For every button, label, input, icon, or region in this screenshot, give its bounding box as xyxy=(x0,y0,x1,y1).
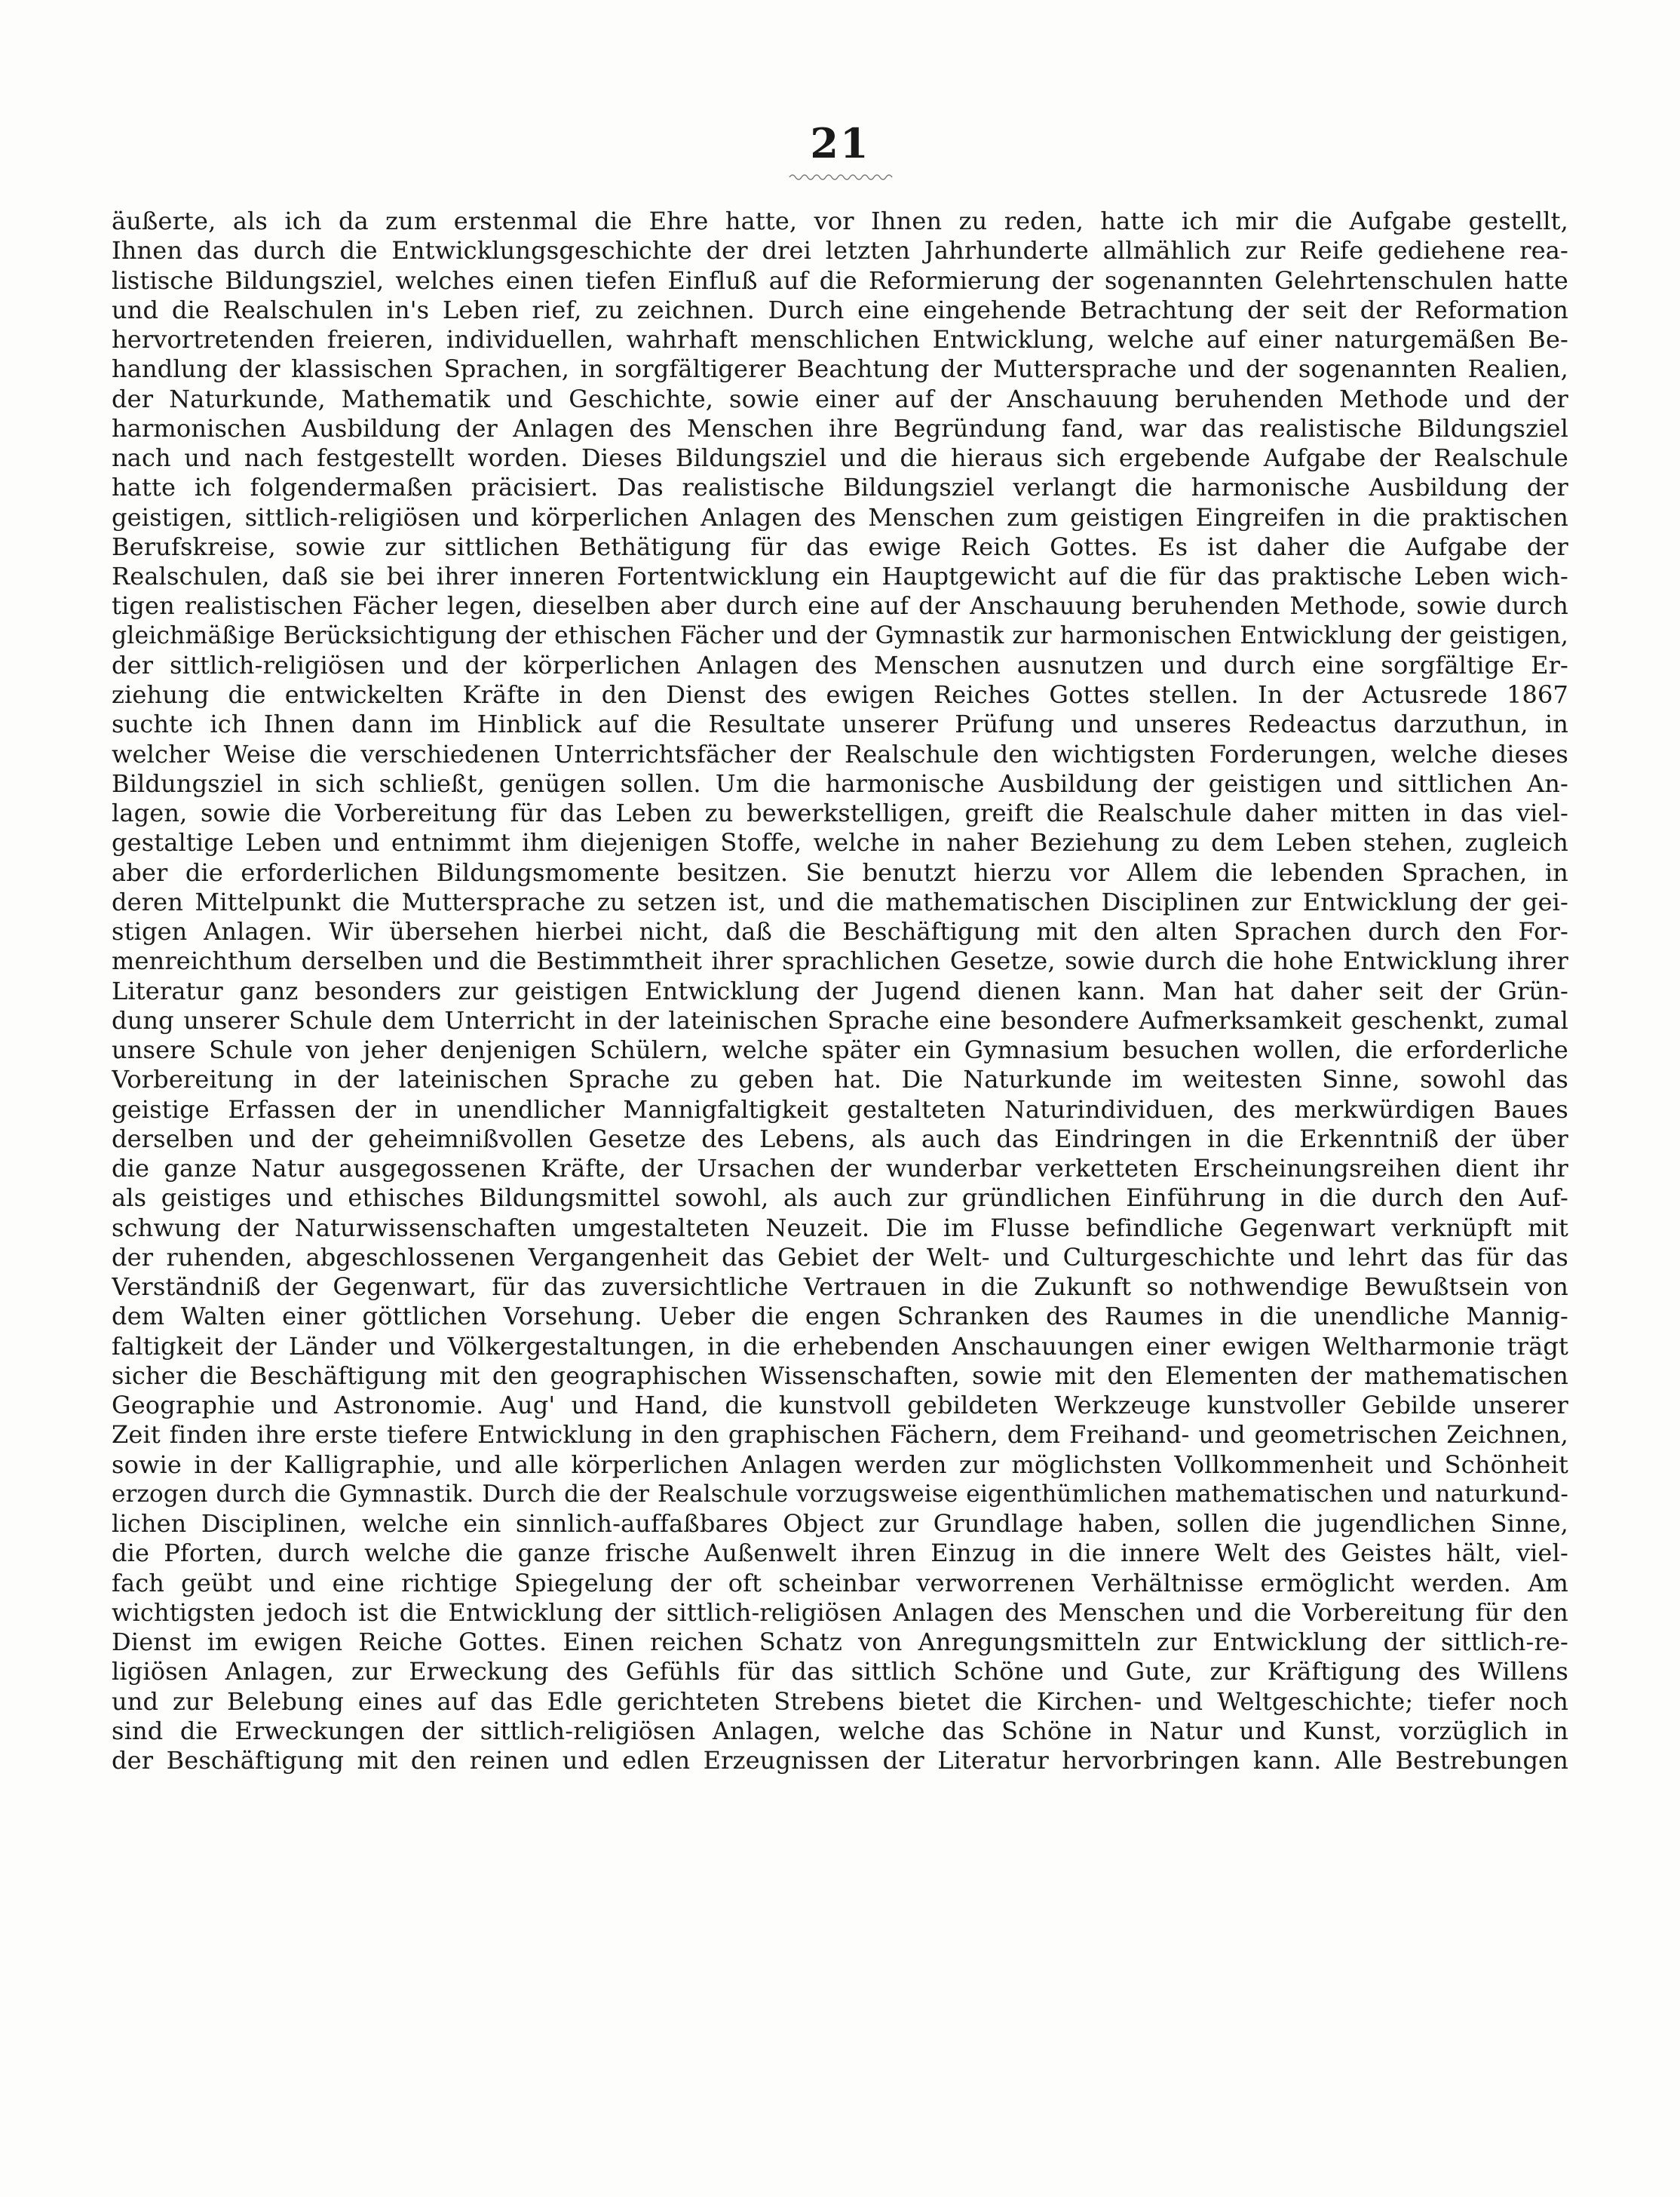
text-line: lagen, sowie die Vorbereitung für das Leben zu bewerkstelligen, greift die Realschule daher mitten in das viel- xyxy=(112,799,1568,827)
text-line: Berufskreise, sowie zur sittlichen Bethätigung für das ewige Reich Gottes. Es ist daher die Aufgabe der xyxy=(112,532,1568,561)
text-line: wichtigsten jedoch ist die Entwicklung der sittlich-religiösen Anlagen des Menschen und die Vorbereitung für den xyxy=(112,1597,1568,1627)
text-line: stigen Anlagen. Wir übersehen hierbei nicht, daß die Beschäftigung mit den alten Sprachen durch den For- xyxy=(112,917,1568,946)
text-line: aber die erforderlichen Bildungsmomente besitzen. Sie benutzt hierzu vor Allem die lebenden Sprachen, in xyxy=(112,858,1568,887)
text-line: die ganze Natur ausgegossenen Kräfte, der Ursachen der wunderbar verketteten Erscheinungsreihen dient ihr xyxy=(112,1154,1568,1183)
text-line: gleichmäßige Berücksichtigung der ethischen Fächer und der Gymnastik zur harmonischen Entwicklung der geistigen, xyxy=(112,621,1568,649)
text-line: tigen realistischen Fächer legen, dieselben aber durch eine auf der Anschauung beruhenden Methode, sowie durch xyxy=(112,591,1568,621)
text-line: der ruhenden, abgeschlossenen Vergangenheit das Gebiet der Welt- und Culturgeschichte und lehrt das für das xyxy=(112,1242,1568,1272)
text-line: sind die Erweckungen der sittlich-religiösen Anlagen, welche das Schöne in Natur und Kunst, vorzüglich in xyxy=(112,1716,1568,1745)
text-line: menreichthum derselben und die Bestimmtheit ihrer sprachlichen Gesetze, sowie durch die hohe Entwicklung ihrer xyxy=(112,947,1568,976)
text-line: unsere Schule von jeher denjenigen Schülern, welche später ein Gymnasium besuchen wollen, die erforderliche xyxy=(112,1036,1568,1064)
text-line: Dienst im ewigen Reiche Gottes. Einen reichen Schatz von Anregungsmitteln zur Entwicklung der sittlich-re- xyxy=(112,1628,1568,1656)
text-line: ziehung die entwickelten Kräfte in den Dienst des ewigen Reiches Gottes stellen. In der Actusrede 1867 xyxy=(112,680,1568,709)
text-line: und die Realschulen in's Leben rief, zu zeichnen. Durch eine eingehende Betrachtung der seit der Reformation xyxy=(112,295,1568,324)
text-line: und zur Belebung eines auf das Edle gerichteten Strebens bietet die Kirchen- und Weltgeschichte; tiefer noch xyxy=(112,1686,1568,1716)
text-line: der Naturkunde, Mathematik und Geschichte, sowie einer auf der Anschauung beruhenden Methode und der xyxy=(112,384,1568,413)
body-text xyxy=(112,207,1568,1775)
text-line: schwung der Naturwissenschaften umgestalteten Neuzeit. Die im Flusse befindliche Gegenwart verknüpft mit xyxy=(112,1213,1568,1242)
text-line: als geistiges und ethisches Bildungsmittel sowohl, als auch zur gründlichen Einführung in die durch den Auf- xyxy=(112,1183,1568,1213)
text-line: faltigkeit der Länder und Völkergestaltungen, in die erhebenden Anschauungen einer ewigen Weltharmonie trägt xyxy=(112,1331,1568,1361)
text-line: ligiösen Anlagen, zur Erweckung des Gefühls für das sittlich Schöne und Gute, zur Kräftigung des Willens xyxy=(112,1657,1568,1686)
text-line: dem Walten einer göttlichen Vorsehung. Ueber die engen Schranken des Raumes in die unendliche Mannig- xyxy=(112,1302,1568,1331)
text-line: Realschulen, daß sie bei ihrer inneren Fortentwicklung ein Hauptgewicht auf die für das praktische Leben wich- xyxy=(112,562,1568,591)
page-number: 21 xyxy=(810,119,870,167)
text-line: Ihnen das durch die Entwicklungsgeschichte der drei letzten Jahrhunderte allmählich zur Reife gediehene rea- xyxy=(112,236,1568,265)
text-line: geistigen, sittlich-religiösen und körperlichen Anlagen des Menschen zum geistigen Eingreifen in die praktischen xyxy=(112,502,1568,532)
text-line: sicher die Beschäftigung mit den geographischen Wissenschaften, sowie mit den Elementen der mathematischen xyxy=(112,1361,1568,1390)
text-line: erzogen durch die Gymnastik. Durch die der Realschule vorzugsweise eigenthümlichen mathematischen und naturkund- xyxy=(112,1480,1568,1508)
text-line: die Pforten, durch welche die ganze frische Außenwelt ihren Einzug in die innere Welt des Geistes hält, viel- xyxy=(112,1539,1568,1568)
text-line: welcher Weise die verschiedenen Unterrichtsfächer der Realschule den wichtigsten Forderungen, welche dieses xyxy=(112,739,1568,769)
text-line: dung unserer Schule dem Unterricht in der lateinischen Sprache eine besondere Aufmerksamkeit geschenkt, zumal xyxy=(112,1005,1568,1035)
text-line: geistige Erfassen der in unendlicher Mannigfaltigkeit gestalteten Naturindividuen, des merkwürdigen Baues xyxy=(112,1094,1568,1124)
text-line: handlung der klassischen Sprachen, in sorgfältigerer Beachtung der Muttersprache und der sogenannten Realien, xyxy=(112,354,1568,384)
text-line: harmonischen Ausbildung der Anlagen des Menschen ihre Begründung fand, war das realistische Bildungsziel xyxy=(112,413,1568,443)
text-line: hervortretenden freieren, individuellen, wahrhaft menschlichen Entwicklung, welche auf einer naturgemäßen Be- xyxy=(112,325,1568,354)
show-through-bleed xyxy=(112,1991,1568,2003)
text-line: gestaltige Leben und entnimmt ihm diejenigen Stoffe, welche in naher Beziehung zu dem Leben stehen, zugleich xyxy=(112,828,1568,858)
text-line: äußerte, als ich da zum erstenmal die Ehre hatte, vor Ihnen zu reden, hatte ich mir die Aufgabe gestellt, xyxy=(112,207,1568,235)
text-line: listische Bildungsziel, welches einen tiefen Einfluß auf die Reformierung der sogenannten Gelehrtenschulen hatte xyxy=(112,265,1568,295)
text-line: Zeit finden ihre erste tiefere Entwicklung in den graphischen Fächern, dem Freihand- und geometrischen Zeichnen, xyxy=(112,1420,1568,1450)
text-line: der Beschäftigung mit den reinen und edlen Erzeugnissen der Literatur hervorbringen kann. Alle Bestrebungen xyxy=(112,1746,1568,1775)
text-line: nach und nach festgestellt worden. Dieses Bildungsziel und die hieraus sich ergebende Aufgabe der Realschule xyxy=(112,443,1568,472)
text-line: Geographie und Astronomie. Aug' und Hand, die kunstvoll gebildeten Werkzeuge kunstvoller Gebilde unserer xyxy=(112,1391,1568,1419)
text-line: sowie in der Kalligraphie, und alle körperlichen Anlagen werden zur möglichsten Vollkommenheit und Schönheit xyxy=(112,1450,1568,1479)
text-line: suchte ich Ihnen dann im Hinblick auf die Resultate unserer Prüfung und unseres Redeactus darzuthun, in xyxy=(112,710,1568,739)
text-line: Vorbereitung in der lateinischen Sprache zu geben hat. Die Naturkunde im weitesten Sinne, sowohl das xyxy=(112,1065,1568,1094)
text-line: Bildungsziel in sich schließt, genügen sollen. Um die harmonische Ausbildung der geistigen und sittlichen An- xyxy=(112,769,1568,798)
text-line: der sittlich-religiösen und der körperlichen Anlagen des Menschen ausnutzen und durch eine sorgfältige Er- xyxy=(112,650,1568,680)
text-line: Verständniß der Gegenwart, für das zuversichtliche Vertrauen in die Zukunft so nothwendige Bewußtsein von xyxy=(112,1272,1568,1301)
text-line: derselben und der geheimnißvollen Gesetze des Lebens, als auch das Eindringen in die Erkenntniß der über xyxy=(112,1124,1568,1153)
text-line: Literatur ganz besonders zur geistigen Entwicklung der Jugend dienen kann. Man hat daher seit der Grün- xyxy=(112,976,1568,1005)
text-line: deren Mittelpunkt die Muttersprache zu setzen ist, und die mathematischen Disciplinen zur Entwicklung der gei- xyxy=(112,887,1568,916)
text-line: hatte ich folgendermaßen präcisiert. Das realistische Bildungsziel verlangt die harmonische Ausbildung der xyxy=(112,473,1568,502)
text-line: lichen Disciplinen, welche ein sinnlich-auffaßbares Object zur Grundlage haben, sollen die jugendlichen Sinne, xyxy=(112,1509,1568,1538)
text-line: fach geübt und eine richtige Spiegelung der oft scheinbar verworrenen Verhältnisse ermöglicht werden. Am xyxy=(112,1568,1568,1597)
ornament-divider xyxy=(788,172,894,183)
